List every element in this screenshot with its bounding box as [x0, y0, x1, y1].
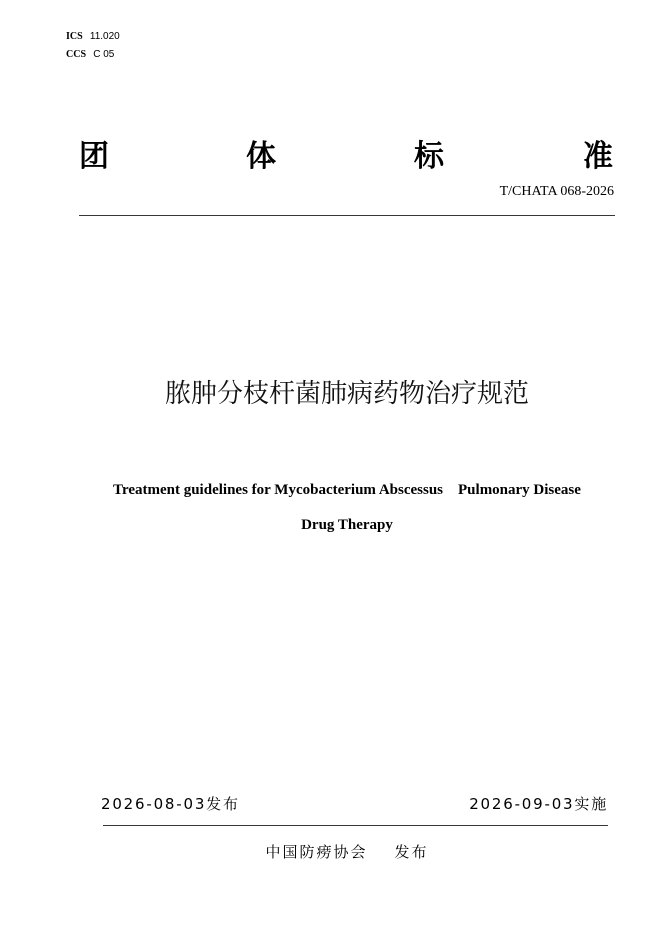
standard-code: T/CHATA 068-2026 — [499, 184, 614, 199]
header-divider — [79, 215, 615, 216]
ccs-value: C 05 — [93, 49, 115, 60]
publish-date: 2026-08-03发布 — [101, 795, 240, 813]
title-chinese: 脓肿分枝杆菌肺病药物治疗规范 — [164, 379, 529, 409]
ics-label: ICS — [66, 31, 83, 42]
title-english-line-2: Drug Therapy — [301, 517, 393, 533]
title-english-line-1: Treatment guidelines for Mycobacterium Abscessus Pulmonary Disease — [113, 482, 581, 498]
standard-type-char-1: 团 — [79, 139, 109, 174]
ccs-label: CCS — [66, 49, 87, 60]
footer-divider — [103, 825, 608, 826]
publisher: 中国防痨协会 发布 — [265, 843, 429, 861]
ics-value: 11.020 — [89, 31, 120, 42]
ccs-code — [66, 49, 114, 61]
implement-date: 2026-09-03实施 — [469, 795, 608, 813]
standard-type-char-3: 标 — [414, 139, 444, 174]
standard-type-char-4: 准 — [583, 139, 613, 174]
standard-type-char-2: 体 — [246, 139, 276, 174]
ics-code — [66, 31, 120, 43]
